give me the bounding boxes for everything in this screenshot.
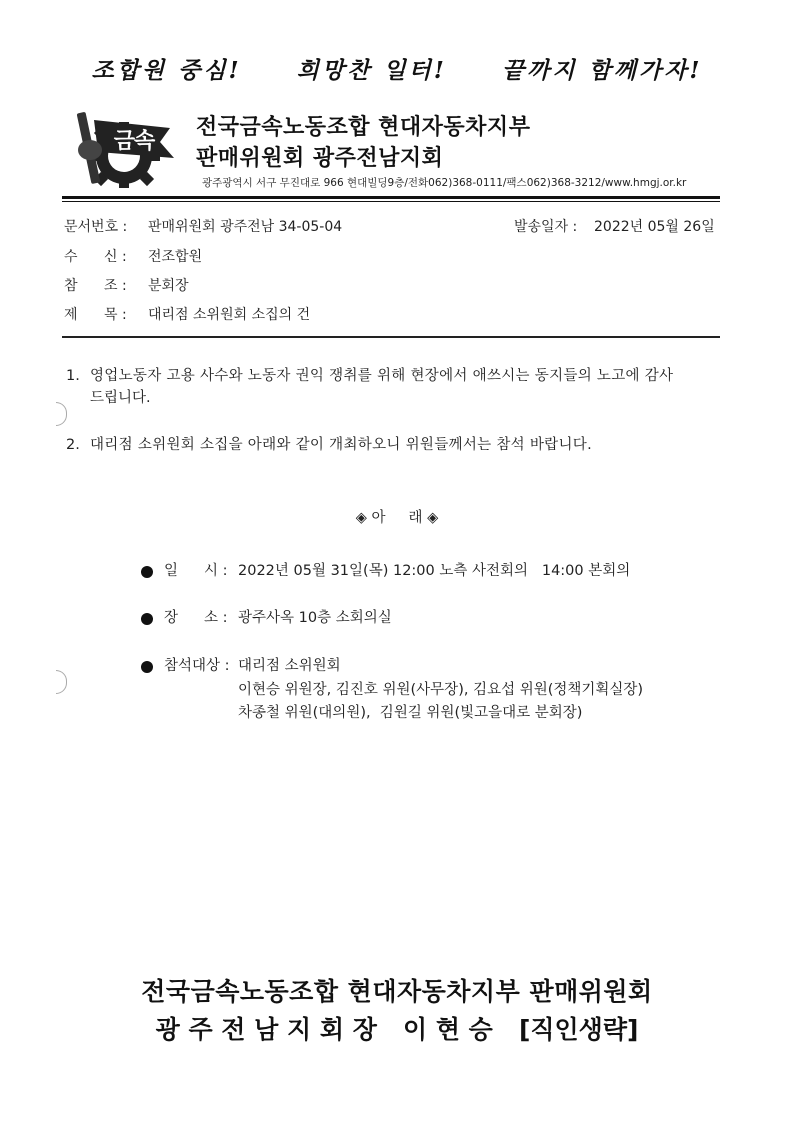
recipient-value: 전조합원 (148, 249, 203, 265)
paragraph-1-line-2: 드립니다. (90, 390, 151, 406)
below-heading: ◈ 아 래 ◈ (355, 510, 439, 526)
footer-signatory: 광 주 전 남 지 회 장 이 현 승 [직인생략] (155, 1015, 639, 1044)
union-logo (74, 106, 180, 190)
attendees-line-3: 차종철 위원(대의원), 김원길 위원(빛고을대로 분회장) (238, 705, 583, 721)
slogan (0, 52, 794, 85)
bullet-dot (141, 566, 153, 578)
org-name-line-1: 전국금속노동조합 현대자동차지부 (196, 115, 531, 140)
recipient-label-1: 수 (64, 249, 78, 265)
doc-number-label: 문서번호 : (64, 219, 128, 235)
paragraph-2-line-1: 대리점 소위원회 소집을 아래와 같이 개최하오니 위원들께서는 참석 바랍니다. (90, 437, 593, 453)
paragraph-2-number: 2. (66, 437, 80, 453)
subject-value: 대리점 소위원회 소집의 건 (148, 307, 311, 323)
reference-label-2: 조 : (104, 278, 127, 294)
logo-text: 금속 (113, 129, 155, 154)
doc-number-value: 판매위원회 광주전남 34-05-04 (148, 219, 343, 235)
header-rule-thin (62, 201, 720, 202)
subject-label-2: 목 : (104, 307, 127, 323)
attendees-line-1: 대리점 소위원회 (238, 658, 341, 674)
footer-org-name: 전국금속노동조합 현대자동차지부 판매위원회 (141, 977, 653, 1006)
hole-punch-mark (56, 402, 67, 426)
attendees-label: 참석대상 : (164, 658, 230, 674)
place-label-2: 소 : (204, 610, 228, 626)
bullet-dot (141, 613, 153, 625)
recipient-label-2: 신 : (104, 249, 127, 265)
bullet-dot (141, 661, 153, 673)
slogan-part-3: 끝까지 함께가자! (501, 57, 703, 84)
reference-value: 분회장 (148, 278, 189, 294)
time-value: 2022년 05월 31일(목) 12:00 노측 사전회의 14:00 본회의 (238, 563, 631, 579)
section-divider (62, 336, 720, 338)
send-date-value: 2022년 05월 26일 (594, 219, 715, 235)
slogan-part-1: 조합원 중심! (91, 57, 242, 84)
time-label-1: 일 (164, 563, 179, 579)
send-date-label: 발송일자 : (514, 219, 578, 235)
paragraph-1-number: 1. (66, 368, 80, 384)
hole-punch-mark (56, 670, 67, 694)
org-name-line-2: 판매위원회 광주전남지회 (196, 146, 444, 171)
paragraph-1-line-1: 영업노동자 고용 사수와 노동자 권익 쟁취를 위해 현장에서 애쓰시는 동지들의 노고에 감사 (90, 368, 674, 384)
time-label-2: 시 : (204, 563, 228, 579)
reference-label-1: 참 (64, 278, 78, 294)
place-label-1: 장 (164, 610, 179, 626)
header-rule-thick (62, 196, 720, 199)
attendees-line-2: 이현승 위원장, 김진호 위원(사무장), 김요섭 위원(정책기획실장) (238, 682, 644, 698)
org-address: 광주광역시 서구 무진대로 966 현대빌딩9층/전화062)368-0111/팩스062)368-3212/www.hmgj.or.kr (202, 177, 687, 189)
slogan-part-2: 희망찬 일터! (296, 57, 447, 84)
subject-label-1: 제 (64, 307, 78, 323)
place-value: 광주사옥 10층 소회의실 (238, 610, 392, 626)
